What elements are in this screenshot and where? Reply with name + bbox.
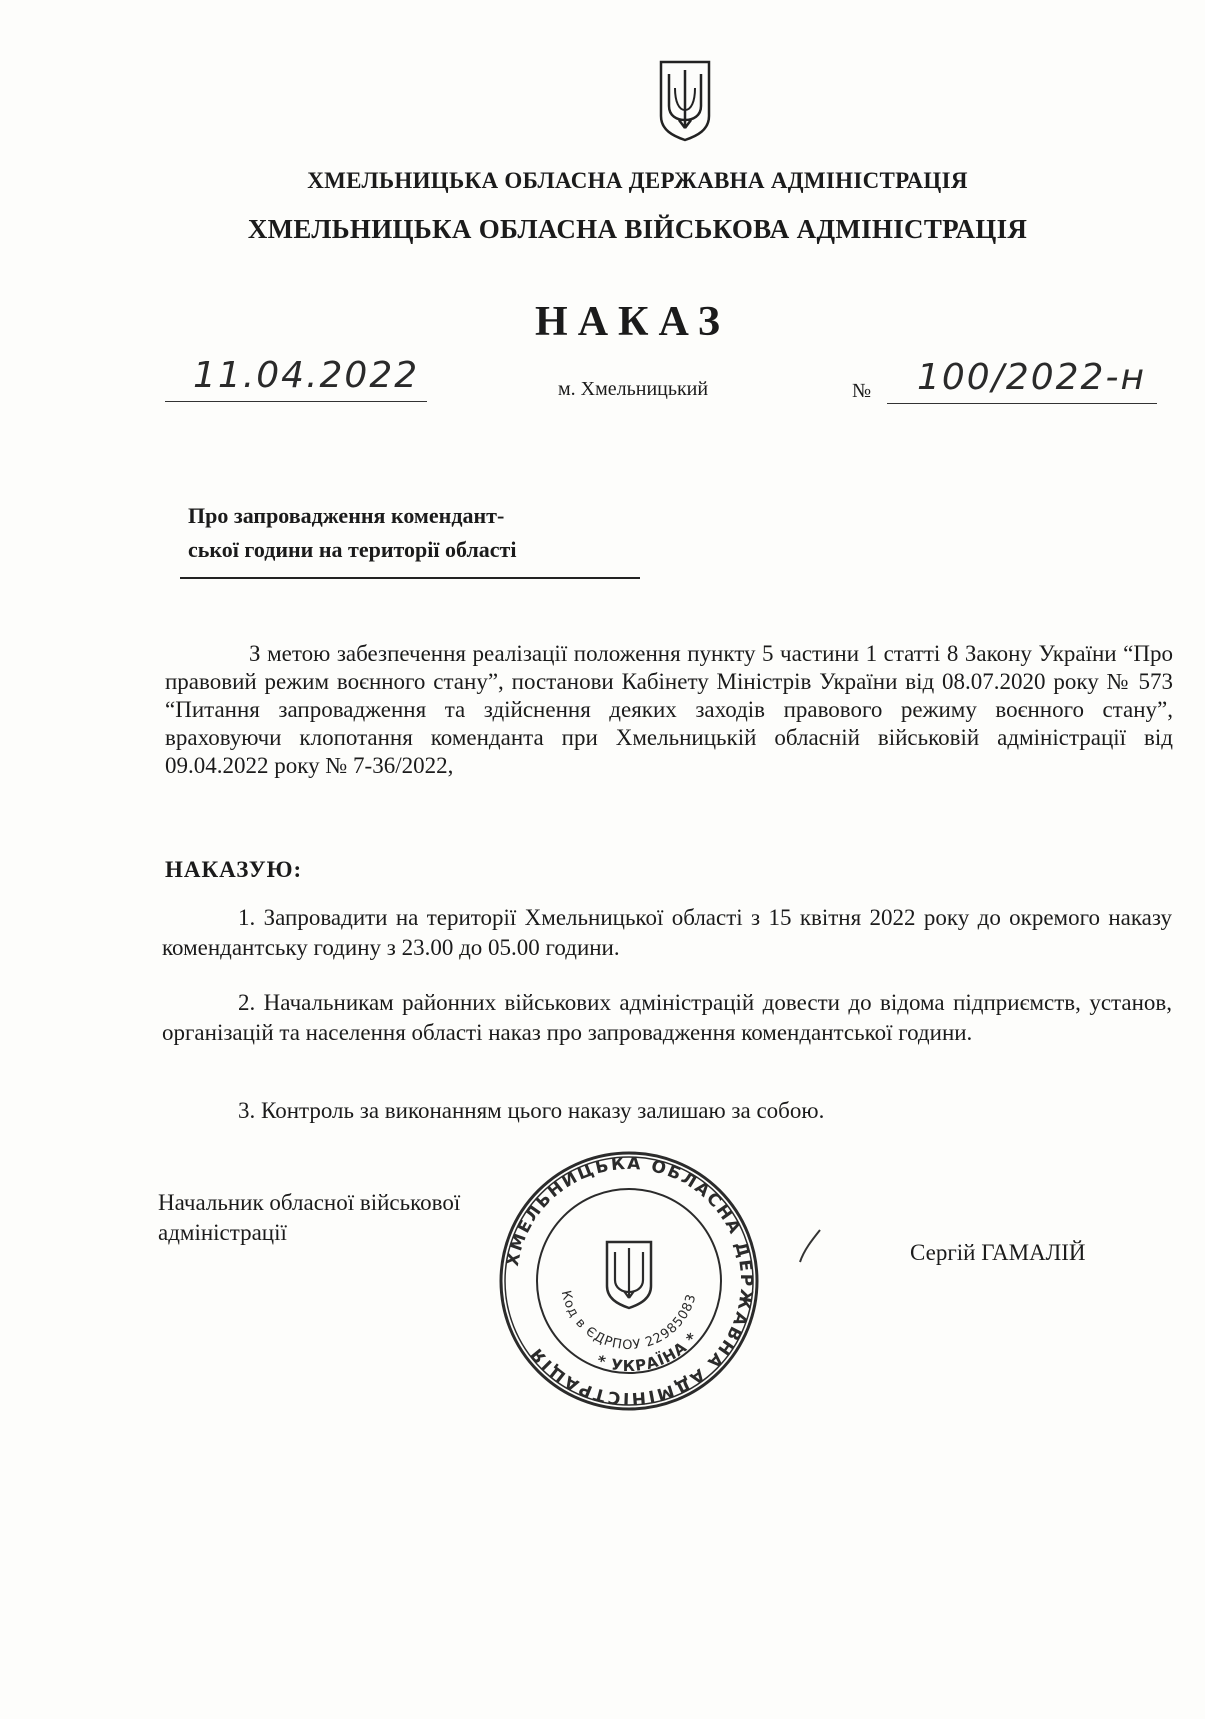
order-item-2: 2. Начальникам районних військових адміністрацій довести до відома підприємств, установ, організацій та населення області наказ про запровадження комендантської години. bbox=[162, 990, 1172, 1045]
city-label: м. Хмельницький bbox=[558, 378, 709, 400]
subject-line-1: Про запровадження комендант- bbox=[188, 503, 505, 528]
document-number-field bbox=[887, 357, 1157, 404]
order-heading: НАКАЗУЮ: bbox=[165, 857, 303, 882]
handwritten-date: 11.04.2022 bbox=[193, 355, 420, 396]
org-name-state-administration: ХМЕЛЬНИЦЬКА ОБЛАСНА ДЕРЖАВНА АДМІНІСТРАЦІЯ bbox=[307, 168, 968, 193]
document-subject bbox=[188, 499, 633, 567]
subject-line-2: ської години на території області bbox=[188, 537, 517, 562]
official-seal bbox=[495, 1150, 763, 1412]
order-item-1: 1. Запровадити на території Хмельницької області з 15 квітня 2022 року до окремого наказу комендантську годину з 23.00 до 05.00 години. bbox=[162, 905, 1172, 960]
preamble-paragraph: З метою забезпечення реалізації положення пункту 5 частини 1 статті 8 Закону України “Про правовий режим воєнного стану”, постанови Кабінету Міністрів України від 08.07.2020 року № 573 “Питання запровадження та здійснення деяких заходів правового режиму воєнного стану”, враховуючи клопотання коменданта при Хмельницькій обласній військовій адміністрації від 09.04.2022 року № 7-36/2022, bbox=[165, 641, 1173, 778]
signatory-name: Сергій ГАМАЛІЙ bbox=[910, 1240, 1086, 1265]
date-field bbox=[165, 355, 427, 402]
subject-underline bbox=[180, 577, 640, 579]
number-sign: № bbox=[852, 380, 872, 402]
svg-text:Код в ЄДРПОУ 22985083: Код в ЄДРПОУ 22985083 bbox=[557, 1289, 700, 1354]
svg-text:* УКРАЇНА *: * УКРАЇНА * bbox=[594, 1328, 702, 1376]
handwritten-signature bbox=[790, 1226, 830, 1266]
document-type-title: НАКАЗ bbox=[535, 299, 730, 345]
order-item-3: 3. Контроль за виконанням цього наказу залишаю за собою. bbox=[238, 1098, 825, 1123]
handwritten-number: 100/2022-н bbox=[917, 357, 1146, 398]
svg-text:ХМЕЛЬНИЦЬКА ОБЛАСНА ДЕРЖАВНА А: ХМЕЛЬНИЦЬКА ОБЛАСНА ДЕРЖАВНА АДМІНІСТРАЦІЯ bbox=[502, 1153, 757, 1409]
signatory-position-line-2: адміністрації bbox=[158, 1220, 287, 1245]
org-name-military-administration: ХМЕЛЬНИЦЬКА ОБЛАСНА ВІЙСЬКОВА АДМІНІСТРАЦІЯ bbox=[247, 214, 1028, 244]
trident-emblem-icon bbox=[657, 58, 713, 142]
trident-emblem-icon bbox=[607, 1242, 651, 1308]
signatory-position-line-1: Начальник обласної військової bbox=[158, 1190, 461, 1215]
